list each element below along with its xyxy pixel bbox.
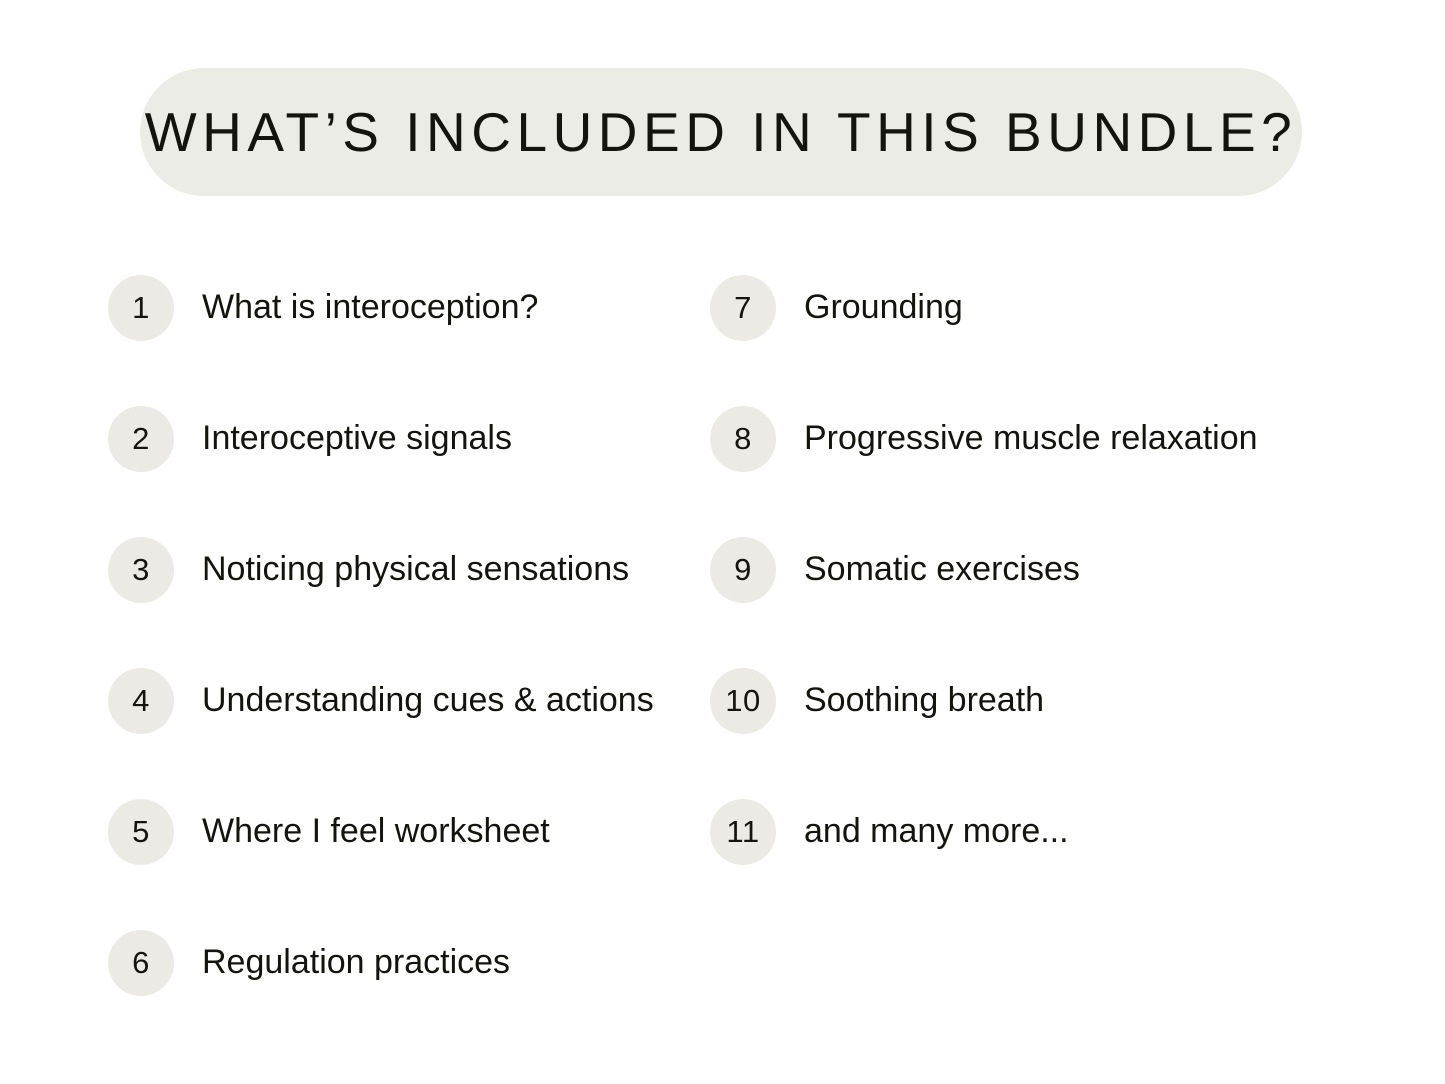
- item-number-badge: 6: [108, 930, 174, 996]
- contents-column-left: [0, 242, 655, 1028]
- item-label: Where I feel worksheet: [202, 811, 550, 850]
- item-label: Grounding: [804, 287, 963, 326]
- list-item: [108, 635, 655, 766]
- list-item: [108, 897, 655, 1028]
- list-item: [108, 373, 655, 504]
- item-label: Interoceptive signals: [202, 418, 512, 457]
- item-number-badge: 2: [108, 406, 174, 472]
- list-item: [710, 766, 1355, 897]
- item-number-badge: 4: [108, 668, 174, 734]
- list-item: [710, 242, 1355, 373]
- list-item: [710, 373, 1355, 504]
- item-label: Progressive muscle relaxation: [804, 418, 1258, 457]
- item-label: Understanding cues & actions: [202, 680, 654, 719]
- contents-column-right: [655, 242, 1355, 1028]
- item-label: Soothing breath: [804, 680, 1045, 719]
- list-item: [108, 504, 655, 635]
- item-number-badge: 3: [108, 537, 174, 603]
- item-label: Somatic exercises: [804, 549, 1080, 588]
- item-number-badge: 5: [108, 799, 174, 865]
- item-label: What is interoception?: [202, 287, 539, 326]
- list-item: [710, 504, 1355, 635]
- page-title: WHAT’S INCLUDED IN THIS BUNDLE?: [144, 100, 1298, 163]
- contents-columns: [0, 242, 1445, 1028]
- item-number-badge: 9: [710, 537, 776, 603]
- item-number-badge: 7: [710, 275, 776, 341]
- title-banner: [140, 68, 1302, 196]
- item-number-badge: 8: [710, 406, 776, 472]
- item-number-badge: 11: [710, 799, 776, 865]
- item-number-badge: 10: [710, 668, 776, 734]
- item-label: and many more...: [804, 811, 1069, 850]
- item-label: Noticing physical sensations: [202, 549, 630, 588]
- list-item: [710, 635, 1355, 766]
- list-item: [108, 242, 655, 373]
- item-number-badge: 1: [108, 275, 174, 341]
- list-item: [108, 766, 655, 897]
- item-label: Regulation practices: [202, 942, 511, 981]
